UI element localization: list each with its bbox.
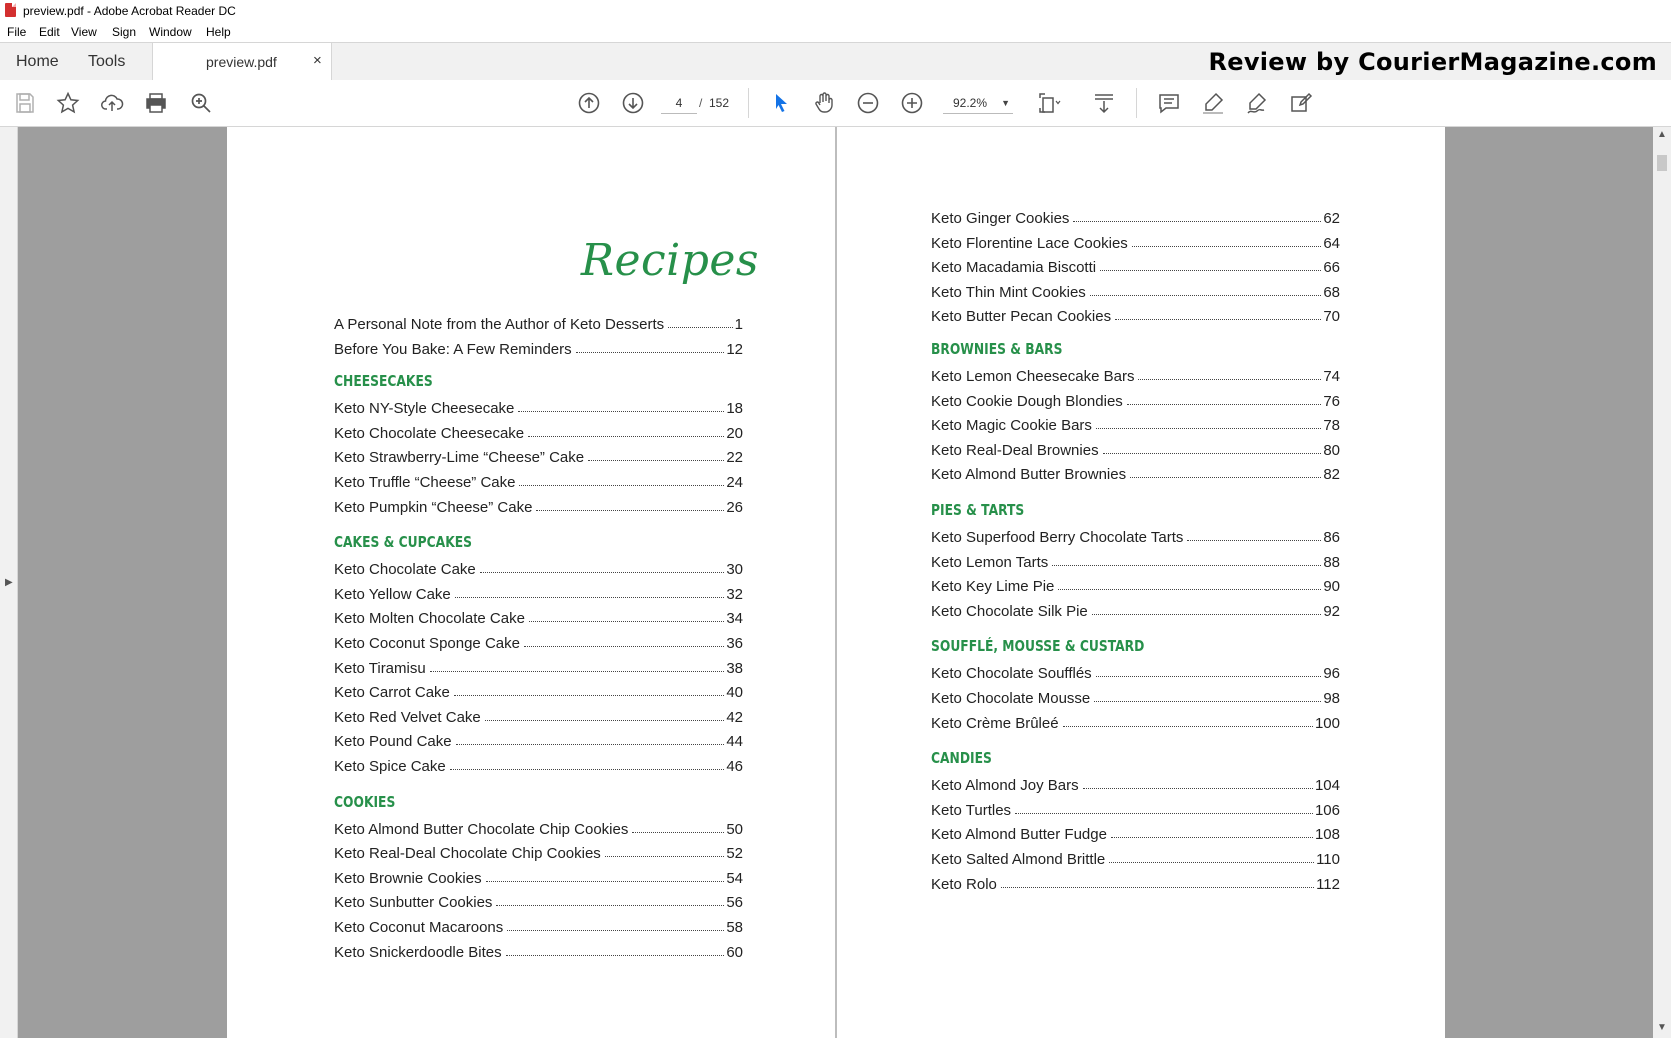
dot-leader: [1090, 295, 1322, 296]
toc-entry[interactable]: [931, 573, 1340, 595]
dot-leader: [1187, 540, 1321, 541]
scroll-down-icon[interactable]: ▼: [1657, 1022, 1667, 1033]
page-heading: Recipes: [580, 235, 759, 286]
toc-entry[interactable]: [931, 524, 1340, 546]
toc-entry-title: Keto Spice Cake: [334, 758, 446, 775]
dot-leader: [1073, 221, 1321, 222]
toc-entry-page: 82: [1323, 466, 1340, 484]
toc-entry-title: Keto Lemon Cheesecake Bars: [931, 368, 1135, 385]
toc-entry-page: 30: [726, 561, 743, 579]
dot-leader: [632, 832, 724, 833]
toc-entry[interactable]: [334, 728, 743, 750]
toc-entry-page: 32: [726, 585, 743, 603]
toc-entry[interactable]: [334, 816, 743, 838]
toc-entry-title: Keto Yellow Cake: [334, 585, 451, 603]
toc-entry[interactable]: [931, 772, 1340, 794]
dot-leader: [1115, 319, 1321, 320]
document-viewer[interactable]: [0, 127, 1671, 1038]
tab-tools[interactable]: Tools: [88, 53, 126, 70]
dot-leader: [486, 881, 725, 882]
toc-entry[interactable]: [334, 581, 743, 603]
menu-bar: [0, 23, 1671, 41]
dot-leader: [1127, 404, 1322, 405]
toc-section-heading: BROWNIES & BARS: [931, 340, 1063, 358]
toc-entry[interactable]: [334, 556, 743, 578]
toc-entry[interactable]: [334, 336, 743, 358]
toc-entry-title: Keto Coconut Macaroons: [334, 919, 504, 936]
toc-entry-title: Keto Ginger Cookies: [931, 210, 1070, 227]
toc-entry-title: Keto Chocolate Mousse: [931, 690, 1091, 707]
toc-entry-title: Keto Tiramisu: [334, 659, 426, 677]
toc-entry[interactable]: [334, 469, 743, 491]
toc-entry-title: Keto Red Velvet Cake: [334, 708, 481, 726]
toc-entry[interactable]: [334, 630, 743, 652]
toc-section-heading: SOUFFLÉ, MOUSSE & CUSTARD: [931, 637, 1145, 656]
dot-leader: [1109, 862, 1314, 863]
toc-entry[interactable]: [931, 437, 1340, 459]
toc-entry-page: 50: [726, 820, 743, 838]
toc-entry-title: Keto Key Lime Pie: [931, 578, 1055, 596]
dot-leader: [1052, 565, 1321, 566]
scroll-mode-icon[interactable]: [1091, 90, 1117, 116]
toc-entry[interactable]: [931, 279, 1340, 301]
toc-entry[interactable]: [334, 914, 743, 936]
toc-entry[interactable]: [334, 494, 743, 516]
toc-entry-page: 104: [1314, 777, 1340, 795]
toc-entry[interactable]: [334, 679, 743, 701]
toc-entry-title: Keto Lemon Tarts: [931, 553, 1049, 571]
toc-entry[interactable]: [931, 412, 1340, 434]
close-icon[interactable]: ×: [313, 52, 322, 69]
pdf-file-icon: [5, 3, 16, 17]
toc-entry-page: 74: [1323, 368, 1340, 385]
toc-entry[interactable]: [334, 444, 743, 466]
toc-entry-title: Keto Salted Almond Brittle: [931, 851, 1106, 868]
toc-entry[interactable]: [334, 420, 743, 442]
dot-leader: [588, 460, 724, 461]
toolbar-divider: [1136, 88, 1137, 118]
toc-entry[interactable]: [931, 797, 1340, 819]
toc-entry-title: Keto Magic Cookie Bars: [931, 417, 1092, 435]
toc-entry[interactable]: [931, 685, 1340, 707]
dot-leader: [1096, 676, 1322, 677]
toc-entry-page: 86: [1323, 529, 1340, 546]
toc-entry-title: Keto Rolo: [931, 875, 997, 893]
dot-leader: [496, 905, 724, 906]
toc-entry-page: 46: [726, 758, 743, 775]
menu-sign[interactable]: Sign: [112, 25, 137, 39]
toc-entry-page: 106: [1314, 801, 1340, 819]
zoom-in-icon[interactable]: [899, 90, 925, 116]
toc-entry[interactable]: [931, 363, 1340, 385]
toc-entry[interactable]: [334, 939, 743, 961]
dot-leader: [1058, 589, 1321, 590]
toc-entry[interactable]: [931, 205, 1340, 227]
toc-entry-page: 20: [726, 424, 743, 442]
toolbar: [0, 80, 1671, 127]
dot-leader: [1094, 701, 1321, 702]
toc-entry[interactable]: [931, 660, 1340, 682]
dot-leader: [485, 720, 725, 721]
toc-entry-page: 1: [734, 316, 743, 333]
toc-entry-page: 68: [1323, 283, 1340, 301]
toc-entry[interactable]: [334, 840, 743, 862]
toc-entry[interactable]: [334, 655, 743, 677]
toc-entry[interactable]: [334, 395, 743, 417]
window-title: preview.pdf - Adobe Acrobat Reader DC: [23, 4, 236, 18]
toc-entry-page: 36: [726, 635, 743, 652]
toc-section-heading: CHEESECAKES: [334, 372, 433, 391]
toc-entry-title: Keto Molten Chocolate Cake: [334, 610, 525, 628]
dot-leader: [1103, 453, 1322, 454]
zoom-search-icon[interactable]: [188, 90, 214, 116]
vertical-scrollbar[interactable]: [1653, 127, 1671, 1038]
page-number-input[interactable]: 4: [661, 93, 697, 114]
dot-leader: [524, 646, 724, 647]
title-bar: [0, 0, 1671, 22]
toc-entry-title: Keto Thin Mint Cookies: [931, 283, 1086, 301]
upload-icon[interactable]: [99, 90, 125, 116]
toc-entry-title: Keto Cookie Dough Blondies: [931, 392, 1123, 410]
tab-document[interactable]: [152, 43, 332, 80]
dot-leader: [450, 769, 725, 770]
toc-entry-page: 22: [726, 449, 743, 467]
select-arrow-icon[interactable]: [768, 90, 794, 116]
toc-entry-page: 88: [1323, 553, 1340, 571]
toc-entry-title: Keto Snickerdoodle Bites: [334, 943, 502, 961]
dot-leader: [1063, 726, 1313, 727]
toc-entry-title: Keto Turtles: [931, 801, 1012, 819]
toc-entry-page: 44: [726, 733, 743, 751]
dot-leader: [518, 411, 724, 412]
tabs-row: [0, 42, 1671, 81]
toc-entry-page: 62: [1323, 210, 1340, 227]
toc-entry-title: Keto Carrot Cake: [334, 684, 450, 702]
toc-entry[interactable]: [334, 865, 743, 887]
toc-entry-page: 64: [1323, 234, 1340, 252]
dot-leader: [1096, 428, 1321, 429]
toc-entry[interactable]: [931, 303, 1340, 325]
dot-leader: [1111, 837, 1313, 838]
dot-leader: [454, 695, 724, 696]
toc-entry-title: Before You Bake: A Few Reminders: [334, 340, 572, 358]
toc-entry-page: 52: [726, 845, 743, 863]
dot-leader: [1100, 270, 1321, 271]
star-icon[interactable]: [55, 90, 81, 116]
toc-entry-page: 92: [1323, 602, 1340, 620]
toc-entry[interactable]: [931, 846, 1340, 868]
menu-window[interactable]: Window: [149, 25, 192, 39]
fit-page-icon[interactable]: [1036, 90, 1062, 116]
toc-entry-page: 100: [1314, 714, 1340, 732]
toc-entry[interactable]: [334, 753, 743, 775]
toc-entry-title: Keto Almond Butter Chocolate Chip Cookies: [334, 820, 629, 838]
toc-entry-page: 42: [726, 708, 743, 726]
menu-view[interactable]: View: [71, 25, 97, 39]
chevron-down-icon: ▼: [1001, 98, 1010, 108]
toc-section-heading: CANDIES: [931, 749, 992, 768]
toc-entry-title: Keto Chocolate Cheesecake: [334, 424, 525, 442]
dot-leader: [1001, 887, 1314, 888]
menu-edit[interactable]: Edit: [39, 25, 60, 39]
toc-entry-title: Keto Pound Cake: [334, 733, 452, 751]
toc-entry-page: 34: [726, 610, 743, 628]
dot-leader: [1083, 788, 1313, 789]
toc-entry-title: Keto Chocolate Soufflés: [931, 665, 1092, 683]
toc-entry-title: Keto Chocolate Silk Pie: [931, 602, 1088, 620]
toc-entry-title: Keto Butter Pecan Cookies: [931, 308, 1112, 326]
dot-leader: [430, 671, 725, 672]
toc-entry-page: 112: [1316, 875, 1340, 893]
toc-entry[interactable]: [931, 871, 1340, 893]
toc-entry-page: 98: [1323, 690, 1340, 707]
toc-entry[interactable]: [334, 605, 743, 627]
dot-leader: [1015, 813, 1313, 814]
pdf-page-left: [227, 127, 835, 1038]
dot-leader: [536, 510, 724, 511]
scrollbar-thumb[interactable]: [1657, 155, 1667, 171]
toc-entry[interactable]: [931, 821, 1340, 843]
dot-leader: [455, 597, 725, 598]
toc-entry-page: 60: [726, 943, 743, 961]
dot-leader: [519, 485, 724, 486]
dot-leader: [529, 621, 724, 622]
toc-entry-title: Keto Crème Brûleé: [931, 714, 1059, 732]
toc-entry[interactable]: [931, 461, 1340, 483]
dot-leader: [576, 352, 725, 353]
page-down-icon[interactable]: [620, 90, 646, 116]
toc-entry-title: Keto Strawberry-Lime “Cheese” Cake: [334, 449, 585, 467]
toc-entry[interactable]: [931, 254, 1340, 276]
toc-entry-title: Keto NY-Style Cheesecake: [334, 400, 515, 418]
toc-entry-title: Keto Almond Butter Fudge: [931, 826, 1107, 844]
dot-leader: [1138, 379, 1321, 380]
scroll-up-icon[interactable]: ▲: [1657, 129, 1667, 140]
toolbar-divider: [748, 88, 749, 118]
dot-leader: [1130, 477, 1321, 478]
dot-leader: [1092, 614, 1322, 615]
tab-home[interactable]: Home: [16, 53, 59, 70]
hand-icon[interactable]: [811, 90, 837, 116]
watermark-text: Review by CourierMagazine.com: [1208, 48, 1657, 76]
toc-entry-title: Keto Macadamia Biscotti: [931, 259, 1097, 277]
toc-entry-title: Keto Almond Joy Bars: [931, 777, 1079, 795]
toc-entry-title: Keto Almond Butter Brownies: [931, 466, 1127, 484]
toc-entry-page: 40: [726, 684, 743, 702]
toc-section-heading: COOKIES: [334, 792, 396, 811]
toc-entry-title: Keto Truffle “Cheese” Cake: [334, 474, 516, 491]
toc-entry-page: 80: [1323, 441, 1340, 459]
toc-entry-page: 56: [726, 894, 743, 912]
zoom-out-icon[interactable]: [855, 90, 881, 116]
toc-entry-page: 108: [1314, 826, 1340, 844]
toc-entry-title: Keto Coconut Sponge Cake: [334, 635, 520, 652]
expand-panel-icon[interactable]: ▶: [5, 577, 13, 588]
toc-entry-page: 24: [726, 474, 743, 491]
toc-section-heading: PIES & TARTS: [931, 501, 1025, 519]
toc-entry[interactable]: [931, 598, 1340, 620]
toc-entry-page: 38: [726, 659, 743, 677]
toc-entry-page: 58: [726, 919, 743, 936]
toc-entry[interactable]: [931, 710, 1340, 732]
zoom-value: 92.2%: [953, 96, 988, 110]
page-separator: /: [699, 96, 703, 110]
toc-entry[interactable]: [334, 311, 743, 333]
toc-entry-title: A Personal Note from the Author of Keto Desserts: [334, 316, 665, 333]
toc-entry-page: 70: [1323, 308, 1340, 326]
page-up-icon[interactable]: [576, 90, 602, 116]
comment-icon[interactable]: [1156, 90, 1182, 116]
toc-entry-title: Keto Real-Deal Brownies: [931, 441, 1099, 459]
left-panel-toggle[interactable]: [0, 127, 18, 1038]
toc-entry-page: 12: [726, 340, 743, 358]
tab-document-label: preview.pdf: [206, 54, 277, 70]
toc-entry-title: Keto Sunbutter Cookies: [334, 894, 493, 912]
toc-entry-title: Keto Superfood Berry Chocolate Tarts: [931, 529, 1184, 546]
dot-leader: [480, 572, 725, 573]
dot-leader: [456, 744, 725, 745]
dot-leader: [507, 930, 724, 931]
toc-entry[interactable]: [931, 230, 1340, 252]
fill-sign-icon[interactable]: [1288, 90, 1314, 116]
toc-entry-page: 78: [1323, 417, 1340, 435]
dot-leader: [506, 955, 725, 956]
toc-entry[interactable]: [931, 388, 1340, 410]
page-total: 152: [709, 96, 730, 110]
toc-entry[interactable]: [931, 549, 1340, 571]
print-icon[interactable]: [143, 90, 169, 116]
dot-leader: [1132, 246, 1322, 247]
toc-entry-page: 90: [1323, 578, 1340, 596]
dot-leader: [605, 856, 725, 857]
pdf-page-right: [837, 127, 1445, 1038]
toc-entry-page: 110: [1316, 851, 1340, 868]
toc-entry-page: 66: [1323, 259, 1340, 277]
highlight-icon[interactable]: [1200, 90, 1226, 116]
menu-help[interactable]: Help: [206, 25, 231, 39]
toc-entry-page: 26: [726, 498, 743, 516]
toc-entry[interactable]: [334, 889, 743, 911]
toc-entry-page: 76: [1323, 392, 1340, 410]
toc-entry[interactable]: [334, 704, 743, 726]
toc-entry-title: Keto Pumpkin “Cheese” Cake: [334, 498, 533, 516]
toc-entry-title: Keto Chocolate Cake: [334, 561, 476, 579]
zoom-select[interactable]: [943, 93, 1013, 114]
toc-entry-title: Keto Brownie Cookies: [334, 869, 482, 887]
toc-entry-page: 18: [726, 400, 743, 418]
menu-file[interactable]: File: [7, 25, 27, 39]
dot-leader: [528, 436, 724, 437]
toc-entry-title: Keto Florentine Lace Cookies: [931, 234, 1128, 252]
sign-icon[interactable]: [1244, 90, 1270, 116]
dot-leader: [668, 327, 732, 328]
save-icon[interactable]: [12, 90, 38, 116]
toc-entry-page: 96: [1323, 665, 1340, 683]
toc-entry-title: Keto Real-Deal Chocolate Chip Cookies: [334, 845, 601, 863]
toc-section-heading: CAKES & CUPCAKES: [334, 533, 473, 552]
toc-entry-page: 54: [726, 869, 743, 887]
